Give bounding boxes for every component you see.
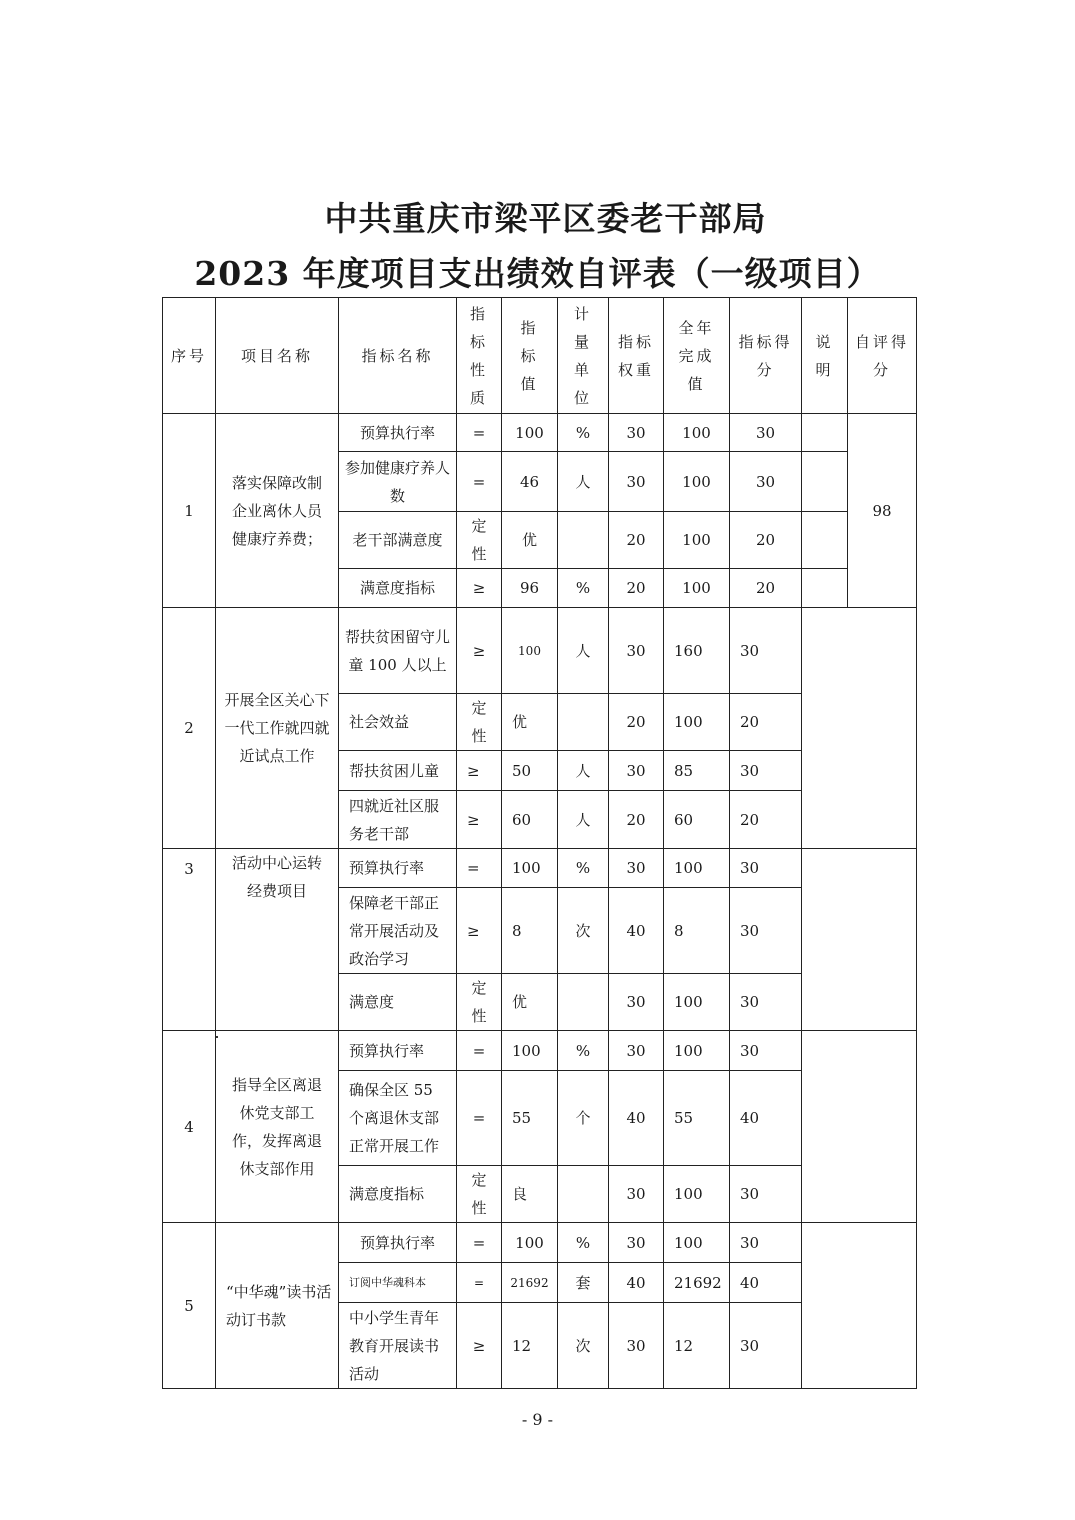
indicator-unit: %	[558, 849, 609, 888]
header-value: 指标值	[502, 298, 558, 414]
indicator-weight: 20	[609, 791, 664, 849]
indicator-nature: =	[457, 849, 502, 888]
indicator-weight: 30	[609, 452, 664, 512]
indicator-actual: 160	[664, 608, 730, 694]
indicator-unit	[558, 974, 609, 1031]
indicator-nature: ≥	[457, 569, 502, 608]
indicator-actual: 85	[664, 751, 730, 791]
indicator-name: 满意度指标	[339, 569, 457, 608]
indicator-nature: ≥	[457, 791, 502, 849]
indicator-score: 30	[730, 1031, 802, 1071]
indicator-unit: 人	[558, 452, 609, 512]
header-indicator-name: 指标名称	[339, 298, 457, 414]
indicator-nature: =	[457, 414, 502, 452]
header-no: 序号	[163, 298, 216, 414]
project-no: 4	[163, 1031, 216, 1223]
indicator-actual: 100	[664, 694, 730, 751]
indicator-nature: ≥	[457, 608, 502, 694]
project-no: 5	[163, 1223, 216, 1389]
indicator-score: 20	[730, 569, 802, 608]
indicator-value: 100	[502, 1031, 558, 1071]
indicator-value: 8	[502, 888, 558, 974]
indicator-actual: 8	[664, 888, 730, 974]
indicator-actual: 100	[664, 569, 730, 608]
indicator-value: 100	[502, 414, 558, 452]
indicator-note	[802, 512, 848, 569]
table-row	[163, 1031, 917, 1071]
indicator-score: 30	[730, 849, 802, 888]
indicator-value: 优	[502, 974, 558, 1031]
indicator-weight: 20	[609, 694, 664, 751]
self-score: 98	[848, 414, 917, 608]
indicator-value: 46	[502, 452, 558, 512]
indicator-nature: =	[457, 1223, 502, 1263]
self-score	[848, 608, 917, 849]
header-project-name: 项目名称	[216, 298, 339, 414]
indicator-actual: 55	[664, 1071, 730, 1166]
indicator-actual: 21692	[664, 1263, 730, 1303]
indicator-unit	[558, 512, 609, 569]
indicator-weight: 30	[609, 414, 664, 452]
indicator-score: 30	[730, 888, 802, 974]
indicator-actual: 100	[664, 1166, 730, 1223]
stray-mark	[216, 1036, 218, 1038]
indicator-unit: 人	[558, 751, 609, 791]
indicator-weight: 30	[609, 1223, 664, 1263]
indicator-weight: 30	[609, 1166, 664, 1223]
document-subtitle: 2023 年度项目支出绩效自评表（一级项目）	[194, 254, 881, 293]
indicator-actual: 100	[664, 452, 730, 512]
indicator-note	[802, 1223, 848, 1389]
indicator-actual: 100	[664, 1223, 730, 1263]
project-name: 落实保障改制企业离休人员健康疗养费；	[216, 414, 339, 608]
indicator-value: 良	[502, 1166, 558, 1223]
project-no: 1	[163, 414, 216, 608]
indicator-actual: 100	[664, 974, 730, 1031]
indicator-actual: 12	[664, 1303, 730, 1389]
indicator-nature: =	[457, 1071, 502, 1166]
header-weight: 指标权重	[609, 298, 664, 414]
indicator-score: 30	[730, 608, 802, 694]
project-no: 2	[163, 608, 216, 849]
header-nature: 指标性质	[457, 298, 502, 414]
indicator-value: 50	[502, 751, 558, 791]
indicator-unit	[558, 1166, 609, 1223]
indicator-value: 100	[502, 1223, 558, 1263]
indicator-nature: ≥	[457, 751, 502, 791]
indicator-score: 30	[730, 1166, 802, 1223]
indicator-weight: 30	[609, 608, 664, 694]
indicator-score: 30	[730, 1303, 802, 1389]
header-note: 说明	[802, 298, 848, 414]
indicator-name: 满意度指标	[339, 1166, 457, 1223]
indicator-value: 96	[502, 569, 558, 608]
indicator-name: 中小学生青年教育开展读书活动	[339, 1303, 457, 1389]
indicator-nature: =	[457, 452, 502, 512]
indicator-nature: =	[457, 1263, 502, 1303]
indicator-unit: %	[558, 1223, 609, 1263]
indicator-score: 20	[730, 694, 802, 751]
indicator-note	[802, 608, 848, 849]
indicator-weight: 20	[609, 512, 664, 569]
indicator-name: 社会效益	[339, 694, 457, 751]
indicator-score: 30	[730, 974, 802, 1031]
indicator-unit: %	[558, 414, 609, 452]
indicator-value: 优	[502, 512, 558, 569]
indicator-name: 帮扶贫困留守儿童 100 人以上	[339, 608, 457, 694]
project-name: 开展全区关心下一代工作就四就近试点工作	[216, 608, 339, 849]
indicator-actual: 60	[664, 791, 730, 849]
indicator-value: 12	[502, 1303, 558, 1389]
indicator-score: 30	[730, 751, 802, 791]
indicator-weight: 30	[609, 974, 664, 1031]
indicator-weight: 40	[609, 1263, 664, 1303]
header-self-score: 自评得分	[848, 298, 917, 414]
indicator-unit: 次	[558, 888, 609, 974]
indicator-weight: 40	[609, 1071, 664, 1166]
indicator-score: 30	[730, 1223, 802, 1263]
indicator-nature: ≥	[457, 1303, 502, 1389]
header-row	[163, 298, 917, 414]
indicator-unit: %	[558, 569, 609, 608]
self-score	[848, 1031, 917, 1223]
indicator-unit: 人	[558, 791, 609, 849]
indicator-weight: 30	[609, 1303, 664, 1389]
indicator-weight: 30	[609, 849, 664, 888]
indicator-name: 预算执行率	[339, 849, 457, 888]
indicator-name: 订阅中华魂科本	[339, 1263, 457, 1303]
indicator-value: 优	[502, 694, 558, 751]
indicator-unit: 次	[558, 1303, 609, 1389]
indicator-nature: 定性	[457, 694, 502, 751]
self-score	[848, 1223, 917, 1389]
indicator-weight: 30	[609, 1031, 664, 1071]
indicator-name: 满意度	[339, 974, 457, 1031]
indicator-score: 40	[730, 1071, 802, 1166]
table-row	[163, 1223, 917, 1263]
indicator-score: 40	[730, 1263, 802, 1303]
indicator-nature: 定性	[457, 974, 502, 1031]
indicator-unit: 个	[558, 1071, 609, 1166]
performance-table	[162, 297, 917, 1389]
project-name: “中华魂”读书活动订书款	[216, 1223, 339, 1389]
indicator-name: 老干部满意度	[339, 512, 457, 569]
self-score	[848, 849, 917, 1031]
header-actual: 全年完成值	[664, 298, 730, 414]
indicator-score: 20	[730, 791, 802, 849]
indicator-note	[802, 849, 848, 1031]
indicator-weight: 30	[609, 751, 664, 791]
indicator-actual: 100	[664, 414, 730, 452]
indicator-name: 保障老干部正常开展活动及政治学习	[339, 888, 457, 974]
indicator-name: 预算执行率	[339, 1223, 457, 1263]
indicator-name: 四就近社区服务老干部	[339, 791, 457, 849]
indicator-name: 预算执行率	[339, 414, 457, 452]
project-no: 3	[163, 849, 216, 1031]
indicator-note	[802, 1031, 848, 1223]
indicator-note	[802, 452, 848, 512]
indicator-name: 参加健康疗养人数	[339, 452, 457, 512]
indicator-unit: 套	[558, 1263, 609, 1303]
indicator-nature: =	[457, 1031, 502, 1071]
project-name: 活动中心运转经费项目	[216, 849, 339, 1031]
indicator-value: 100	[502, 608, 558, 694]
indicator-score: 20	[730, 512, 802, 569]
indicator-unit: %	[558, 1031, 609, 1071]
indicator-score: 30	[730, 452, 802, 512]
indicator-actual: 100	[664, 1031, 730, 1071]
indicator-actual: 100	[664, 512, 730, 569]
indicator-value: 100	[502, 849, 558, 888]
table-row	[163, 414, 917, 452]
indicator-value: 60	[502, 791, 558, 849]
indicator-unit	[558, 694, 609, 751]
indicator-weight: 20	[609, 569, 664, 608]
document-title: 中共重庆市梁平区委老干部局	[324, 199, 767, 238]
page-number: - 9 -	[521, 1410, 554, 1429]
indicator-weight: 40	[609, 888, 664, 974]
indicator-value: 21692	[502, 1263, 558, 1303]
table-row	[163, 849, 917, 888]
indicator-name: 预算执行率	[339, 1031, 457, 1071]
indicator-actual: 100	[664, 849, 730, 888]
indicator-nature: 定性	[457, 1166, 502, 1223]
indicator-score: 30	[730, 414, 802, 452]
indicator-nature: ≥	[457, 888, 502, 974]
indicator-value: 55	[502, 1071, 558, 1166]
indicator-name: 确保全区 55 个离退休支部正常开展工作	[339, 1071, 457, 1166]
table-row	[163, 608, 917, 694]
project-name: 指导全区离退休党支部工作，发挥离退休支部作用	[216, 1031, 339, 1223]
header-score: 指标得分	[730, 298, 802, 414]
indicator-name: 帮扶贫困儿童	[339, 751, 457, 791]
header-unit: 计量单位	[558, 298, 609, 414]
indicator-note	[802, 569, 848, 608]
indicator-nature: 定性	[457, 512, 502, 569]
indicator-note	[802, 414, 848, 452]
indicator-unit: 人	[558, 608, 609, 694]
